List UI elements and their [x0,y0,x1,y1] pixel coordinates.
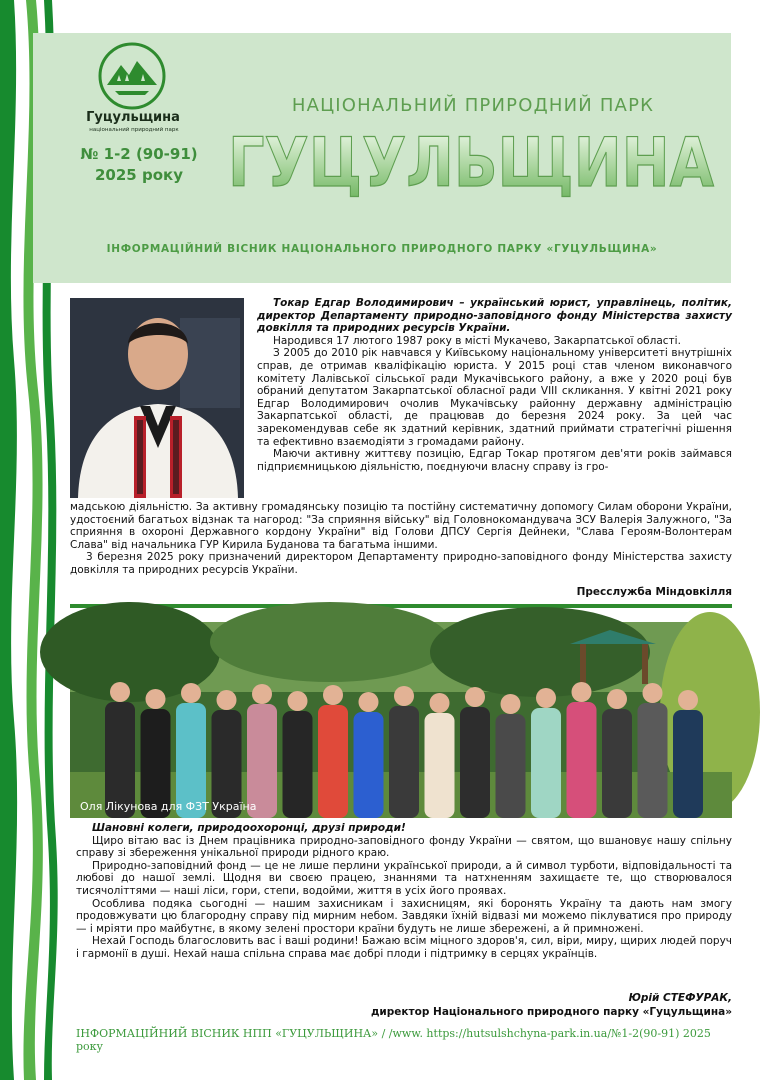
photo-credit: Оля Лікунова для ФЗТ Україна [80,800,257,813]
page-footer: ІНФОРМАЦІЙНИЙ ВІСНИК НПП «ГУЦУЛЬЩИНА» / /www. https://hutsulshchyna-park.in.ua/№1-2(90-91) 2025 року [76,1027,711,1053]
group-photo [70,622,732,818]
park-label: НАЦІОНАЛЬНИЙ ПРИРОДНИЙ ПАРК [291,95,655,116]
article-signature: Пресслужба Міндовкілля [576,586,732,598]
person-head [643,683,663,703]
issue-line-1: № 1-2 (90-91) [80,145,198,163]
person-head [678,690,698,710]
person-head [536,688,556,708]
person-figure [354,712,384,818]
greeting-paragraph-3: Особлива подяка сьогодні — нашим захисникам і захисницям, які боронять Україну та дають нам змогу продовжувати цю благородну справу під мирним небом. Завдяки їхній відвазі ми можемо піклуватися про природу — і мріяти про майбутнє, в якому зелені простори країни будуть не лише збережені, а й примножені. [76,897,732,935]
greeting-paragraph-2: Природно-заповідний фонд — це не лише перлини української природи, а й символ турботи, відповідальності та любові до нашої землі. Щодня ви своєю працею, знаннями та натхненням захищаєте те, що створювалося тисячоліттями — наші ліси, гори, степи, водойми, життя в усіх його проявах. [76,859,732,897]
person-figure [673,710,703,818]
person-head [572,682,592,702]
issue-number [69,144,209,186]
greeting-paragraph-4: Нехай Господь благословить вас і ваші родини! Бажаю всім міцного здоров'я, сил, віри, миру, щирих людей поруч і гармонії в душі. Нехай наша спільна справа має добрі плоди і підтримку в серцях українців. [76,935,732,960]
person-figure [425,713,455,818]
logo-name: Гуцульщина [86,110,180,125]
person-figure [460,707,490,818]
portrait-photo [70,298,244,498]
article-top [257,297,732,473]
person-head [146,689,166,709]
person-head [359,692,379,712]
article-bottom [70,501,732,577]
person-head [430,693,450,713]
masthead [33,33,731,283]
person-head [501,694,521,714]
bulletin-subtitle: ІНФОРМАЦІЙНИЙ ВІСНИК НАЦІОНАЛЬНОГО ПРИРОДНОГО ПАРКУ «ГУЦУЛЬЩИНА» [106,243,658,255]
article-paragraph-3-start: Маючи активну життєву позицію, Едгар Токар протягом дев'яти років займався підприємницькою діяльністю, поєднуючи власну справу із гро- [257,448,732,473]
person-head [110,682,130,702]
article-lead: Токар Едгар Володимирович – український юрист, управлінець, політик, директор Департаменту природно-заповідного фонду Міністерства захисту довкілля та природних ресурсів України. [257,297,732,335]
article-paragraph-1: Народився 17 лютого 1987 року в місті Мукачево, Закарпатської області. [273,334,681,347]
greeting-title: Шановні колеги, природоохоронці, друзі природи! [92,822,406,834]
article-paragraph-3-end: мадською діяльністю. За активну громадянську позицію та постійну систематичну допомогу Силам оборони України, удостоєний багатьох відзнак та нагород: "За сприяння війську" від Головнокомандувача ЗСУ Валерія Залужного, "За сприяння в охороні Державного кордону України" від Голови ДПСУ Сергія Дейнеки, "Слава Героям-Волонтерам Слава" від начальника ГУР Кирила Буданова та багатьма іншими. [70,501,732,551]
person-head [181,683,201,703]
person-head [607,689,627,709]
issue-line-2: 2025 року [95,166,183,184]
park-logo-icon [97,41,167,111]
masthead-title-text: ГУЦУЛЬЩИНА [228,124,715,203]
greeting-block [76,822,732,961]
masthead-title [225,124,717,203]
person-head [394,686,414,706]
person-head [288,691,308,711]
person-figure [531,708,561,818]
person-figure [283,711,313,818]
person-figure [638,703,668,818]
person-figure [496,714,526,818]
person-figure [389,706,419,818]
person-figure [567,702,597,818]
person-figure [318,705,348,818]
signature-role: директор Національного природного парку «Гуцульщина» [370,1006,732,1018]
greeting-signature [300,991,732,1019]
person-head [465,687,485,707]
person-figure [602,709,632,818]
article-paragraph-4: 3 березня 2025 року призначений директором Департаменту природно-заповідного фонду Міністерства захисту довкілля та природних ресурсів України. [70,551,732,576]
person-head [323,685,343,705]
signature-name: Юрій СТЕФУРАК, [628,992,732,1004]
logo-subtitle: національний природний парк [89,127,179,133]
person-head [252,684,272,704]
article-paragraph-2: З 2005 до 2010 рік навчався у Київському національному університеті внутрішніх справ, де отримав кваліфікацію юриста. У 2015 році став членом виконавчого комітету Лалівської сільської ради Мукачівського району, а вже у 2020 році був обраний депутатом Закарпатської обласної ради VIII скликання. У квітні 2021 року Едгар Володимирович очолив Мукачівську районну державну адміністрацію Закарпатської області, де працював до березня 2024 року. За цей час зарекомендував себе як здатний керівник, здатний приймати стратегічні рішення та ефективно взаємодіяти з громадами району. [257,347,732,448]
greeting-paragraph-1: Щиро вітаю вас із Днем працівника природно-заповідного фонду України — святом, що вшановує нашу спільну справу зі збереження унікальної природи рідного краю. [76,834,732,860]
person-head [217,690,237,710]
